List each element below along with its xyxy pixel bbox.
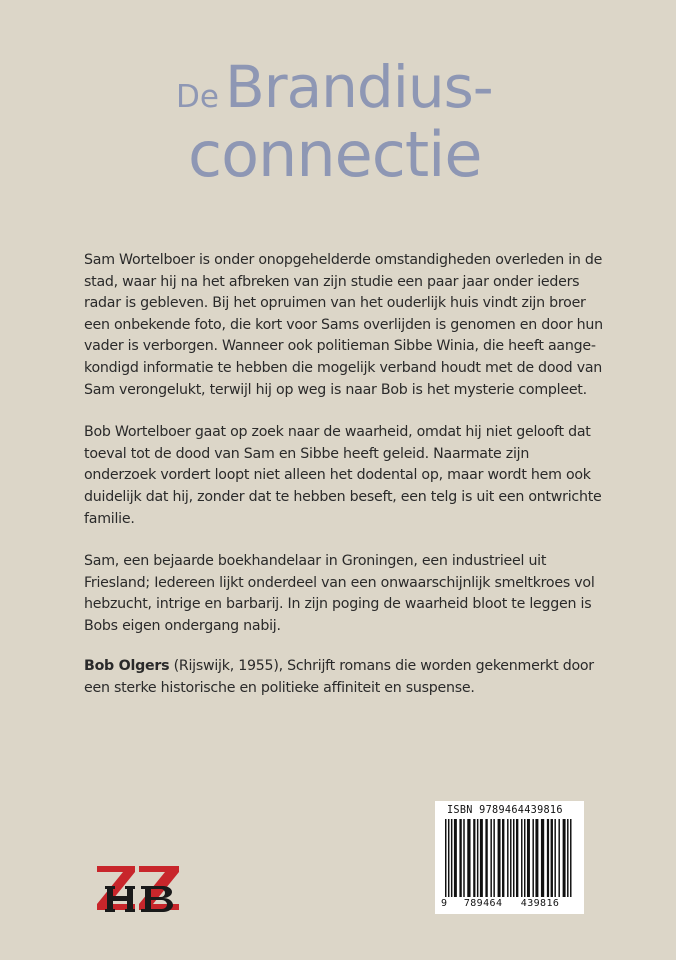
barcode-bar (480, 819, 483, 897)
barcode-bar (463, 819, 464, 897)
barcode-bar (516, 819, 518, 897)
barcode-digit-first: 9 (441, 898, 448, 909)
barcode-bar (477, 819, 478, 897)
barcode-bar (493, 819, 494, 897)
title-main: Brandius- (224, 53, 493, 121)
author-name: Bob Olgers (84, 658, 170, 674)
barcode-bar (513, 819, 514, 897)
barcode-bar (485, 819, 487, 897)
barcode-digits-left: 789464 (463, 898, 503, 909)
barcode-bar (527, 819, 530, 897)
barcode-bar (498, 819, 501, 897)
barcode-bar (454, 819, 457, 897)
barcode-bar (490, 819, 491, 897)
barcode-bar (445, 819, 446, 897)
blurb-text (84, 250, 604, 659)
barcode-bar (547, 819, 549, 897)
barcode-bar (451, 819, 452, 897)
barcode-bar (507, 819, 508, 897)
barcode-bar (532, 819, 533, 897)
barcode-bar (467, 819, 470, 897)
barcode-bar (510, 819, 511, 897)
isbn-label: ISBN 9789464439816 (447, 805, 563, 816)
author-bio-text: (Rijswijk, 1955), Schrijft romans die worden gekenmerkt door een sterke historische en politieke affiniteit en suspense. (84, 658, 594, 696)
barcode-bar (567, 819, 568, 897)
barcode-bar (473, 819, 475, 897)
title-prefix: De (176, 79, 219, 115)
barcode-bars (445, 819, 573, 897)
author-bio (84, 656, 604, 699)
blurb-paragraph: Sam Wortelboer is onder onopgehelderde omstandigheden overleden in de stad, waar hij na het afbreken van zijn studie een paar jaar onder ieders radar is gebleven. Bij het opruimen van het ouderlijk huis vindt zijn broer een onbekende foto, die kort voor Sams overlijden is genomen en door hun vader is verborgen. Wanneer ook politieman Sibbe Winia, die heeft aangekondigd informatie te hebben die mogelijk verband houdt met de dood van Sam verongelukt, terwijl hij op weg is naar Bob is het mysterie compleet. (84, 252, 603, 398)
blurb-paragraph: Bob Wortelboer gaat op zoek naar de waarheid, omdat hij niet gelooft dat toeval tot de dood van Sam en Sibbe heeft geleid. Naarmate zijn onderzoek vordert loopt niet alleen het dodental op, maar wordt hem ook duidelijk dat hij, zonder dat te hebben beseft, een telg is uit een ontwrichte familie. (84, 424, 602, 527)
publisher-logo (95, 864, 185, 914)
barcode-digits (441, 898, 559, 909)
barcode-bar (502, 819, 504, 897)
barcode-bar (558, 819, 559, 897)
barcode-bar (570, 819, 571, 897)
barcode-bar (535, 819, 538, 897)
blurb-paragraph: Sam, een bejaarde boekhandelaar in Groningen, een industrieel uit Friesland; Iedereen lijkt onderdeel van een onwaarschijnlijk smeltkroes vol hebzucht, intrige en barbarij. In zijn poging de waarheid bloot te leggen is Bobs eigen ondergang nabij. (84, 553, 595, 634)
title-line-1 (176, 53, 493, 121)
barcode-bar (563, 819, 566, 897)
publisher-logo-mark (95, 864, 185, 914)
barcode-bar (554, 819, 555, 897)
barcode-digits-right: 439816 (520, 898, 560, 909)
title-line-2: connectie (188, 118, 482, 191)
isbn-barcode (435, 801, 584, 914)
barcode-bar (541, 819, 544, 897)
barcode-bar (524, 819, 525, 897)
barcode-bar (448, 819, 449, 897)
barcode-bar (459, 819, 461, 897)
barcode-bar (521, 819, 522, 897)
barcode-bar (551, 819, 553, 897)
